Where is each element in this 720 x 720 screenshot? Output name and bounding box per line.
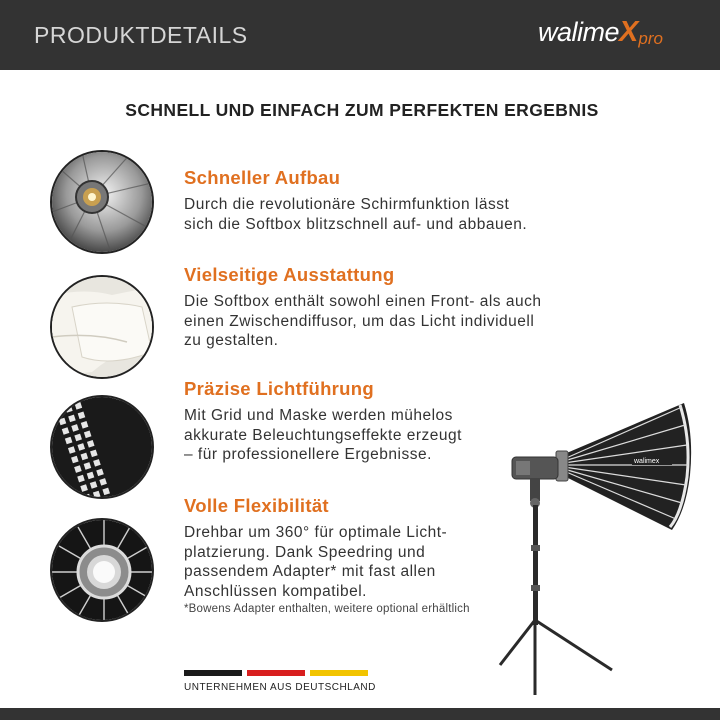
feature-text-line: Drehbar um 360° für optimale Licht- (184, 524, 448, 541)
logo-text-x: X (619, 16, 639, 48)
flag-stripe-gold (310, 670, 368, 676)
feature-text-line: passendem Adapter* mit fast allen (184, 563, 436, 580)
headline: SCHNELL UND EINFACH ZUM PERFEKTEN ERGEBNIS (125, 100, 599, 120)
feature-title-1: Schneller Aufbau (184, 167, 341, 188)
feature-text-line: akkurate Beleuchtungseffekte erzeugt (184, 426, 462, 444)
feature-text-1 (184, 195, 604, 234)
flag-stripe-red (247, 670, 305, 676)
feature-text-line: Die Softbox enthält sowohl einen Front- als auch (184, 293, 542, 310)
flag-stripe-black (184, 670, 242, 676)
footer-bar (0, 708, 720, 720)
feature-text-line: einen Zwischendiffusor, um das Licht individuell (184, 312, 535, 330)
feature-text-line: – für professionellere Ergebnisse. (184, 446, 432, 463)
feature-text-line: Mit Grid und Maske werden mühelos (184, 407, 453, 424)
logo-text-main: walime (538, 17, 620, 47)
feature-text-line: platzierung. Dank Speedring und (184, 543, 426, 561)
feature-text-line: zu gestalten. (184, 332, 279, 349)
feature-title-2: Vielseitige Ausstattung (184, 264, 395, 285)
feature-text-2 (184, 292, 604, 351)
feature-text-line: Durch die revolutionäre Schirmfunktion lässt (184, 196, 510, 213)
diffuser-fabric-icon (50, 275, 154, 379)
header-bar (0, 0, 720, 70)
feature-text-line: sich die Softbox blitzschnell auf- und abbauen. (184, 215, 528, 233)
softbox-product-image (492, 395, 697, 700)
company-origin-label: UNTERNEHMEN AUS DEUTSCHLAND (184, 682, 376, 693)
grid-icon (50, 395, 154, 499)
umbrella-mechanism-icon (50, 150, 154, 254)
feature-text-line: Anschlüssen kompatibel. (184, 582, 367, 600)
footnote: *Bowens Adapter enthalten, weitere optional erhältlich (184, 603, 470, 615)
feature-title-3: Präzise Lichtführung (184, 378, 374, 399)
speedring-icon (50, 518, 154, 622)
logo-text-pro: pro (638, 29, 663, 48)
page-title: PRODUKTDETAILS (34, 22, 248, 48)
feature-title-4: Volle Flexibilität (184, 495, 329, 516)
brand-logo (538, 16, 663, 52)
svg-text:walimex: walimex (634, 458, 660, 465)
